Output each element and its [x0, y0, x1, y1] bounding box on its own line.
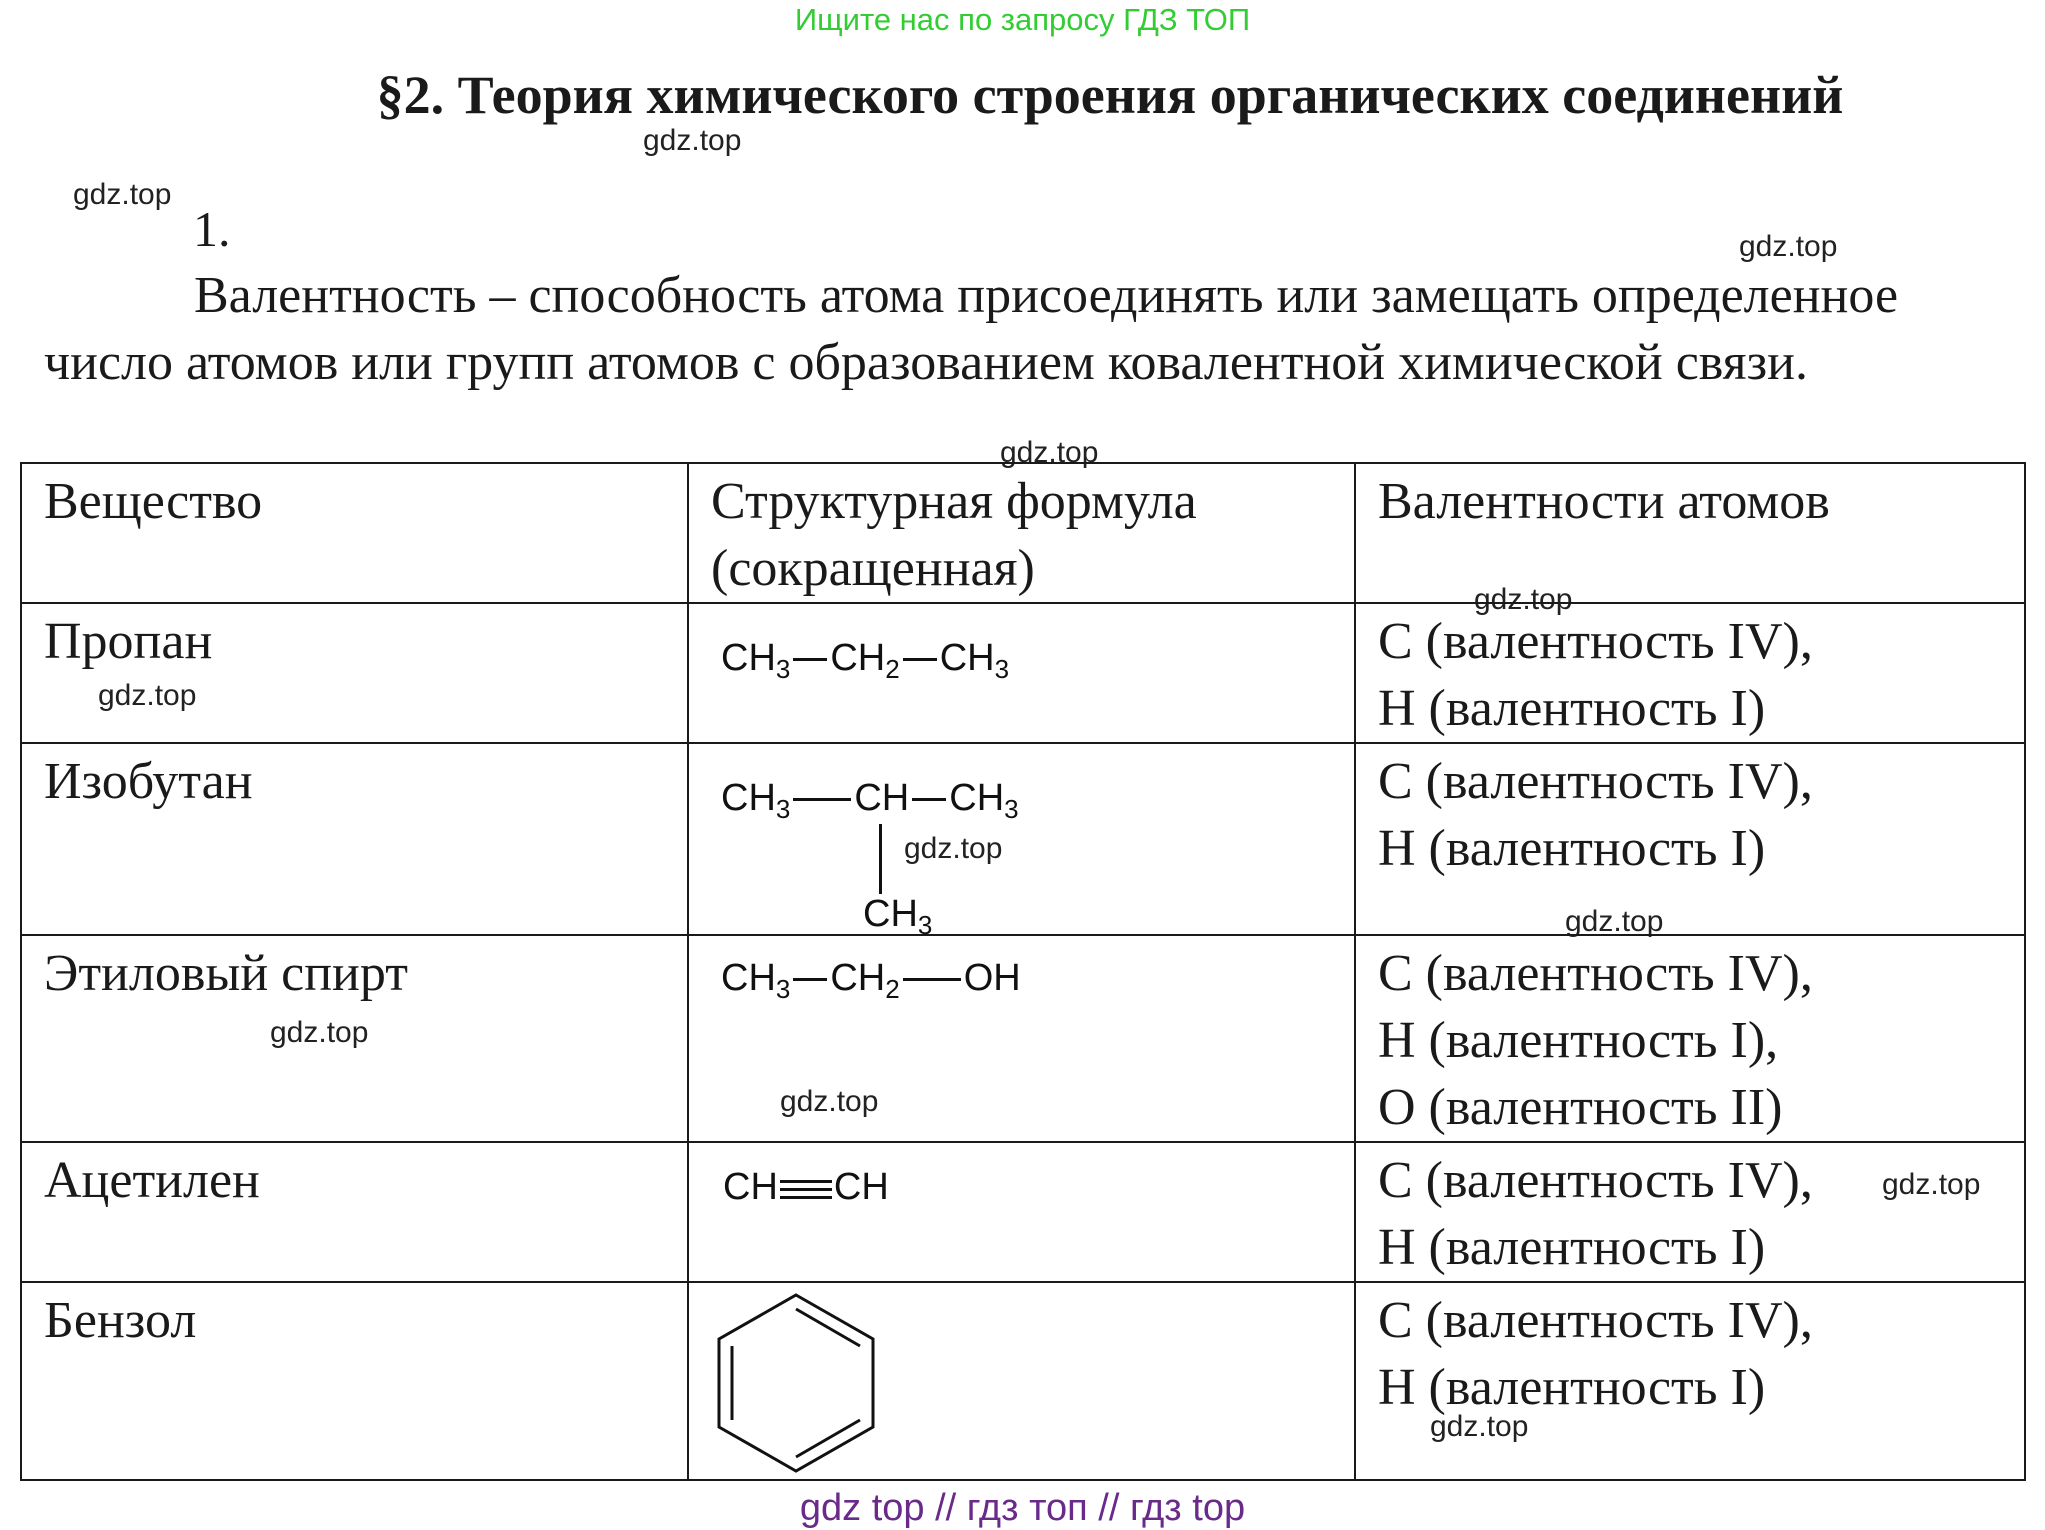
substance-cell: Бензол: [21, 1282, 688, 1480]
valence-line: H (валентность I): [1378, 1359, 1766, 1416]
task-number: 1.: [193, 201, 231, 257]
watermark: gdz.top: [1474, 583, 1573, 616]
watermark: gdz.top: [780, 1085, 879, 1118]
substance-cell: Изобутан: [21, 743, 688, 935]
structural-formula: [688, 603, 1355, 743]
valence-line: C (валентность IV),: [1378, 613, 1813, 670]
valence-line: C (валентность IV),: [1378, 753, 1813, 810]
header-cell: Структурная формула (сокращенная): [688, 463, 1355, 603]
substance-cell: Этиловый спирт: [21, 935, 688, 1142]
table-row: [21, 603, 2025, 743]
valence-line: C (валентность IV),: [1378, 945, 1813, 1002]
ethanol-formula: $CH_3$ $CH_2$ OH: [721, 957, 1021, 1004]
watermark: gdz.top: [643, 124, 742, 157]
isobutane-formula: $CH_3$ CH $CH_3$: [721, 777, 1019, 824]
isobutane-branch: $CH_3$: [863, 893, 933, 940]
valence-line: O (валентность II): [1378, 1079, 1783, 1136]
header-cell: Валентности атомов: [1355, 463, 2025, 603]
table-row: [21, 1142, 2025, 1282]
propane-formula: $CH_3$ $CH_2$ $CH_3$: [721, 637, 1010, 684]
structural-formula: [688, 1142, 1355, 1282]
benzene-ring-icon: [715, 1291, 885, 1475]
definition-text: [44, 262, 2004, 396]
valence-cell: [1355, 935, 2025, 1142]
table-row: [21, 743, 2025, 935]
table-row: [21, 1282, 2025, 1480]
valence-line: C (валентность IV),: [1378, 1292, 1813, 1349]
watermark: gdz.top: [73, 178, 172, 211]
acetylene-formula: CH CH: [723, 1166, 889, 1208]
footer-links[interactable]: gdz top // гдз топ // гдз top: [799, 1487, 1246, 1529]
triple-bond: [780, 1179, 832, 1199]
substance-cell: Ацетилен: [21, 1142, 688, 1282]
valence-cell: [1355, 603, 2025, 743]
watermark: gdz.top: [1430, 1410, 1529, 1443]
header-cell: Вещество: [21, 463, 688, 603]
table-header-row: [21, 463, 2025, 603]
page-title: §2. Теория химического строения органических соединений: [376, 65, 1844, 125]
valence-line: H (валентность I): [1378, 680, 1766, 737]
substance-cell: Пропан: [21, 603, 688, 743]
vertical-bond: [879, 824, 882, 894]
top-banner[interactable]: Ищите нас по запросу ГДЗ ТОП: [794, 2, 1251, 37]
definition-body: Валентность – способность атома присоединять или замещать определенное число атомов или групп атомов с образованием ковалентной химической связи.: [44, 267, 1899, 391]
valence-line: H (валентность I),: [1378, 1012, 1779, 1069]
watermark: gdz.top: [1882, 1168, 1981, 1201]
valence-cell: [1355, 1142, 2025, 1282]
structural-formula: [688, 743, 1355, 940]
substances-table: [20, 462, 2026, 1481]
valence-line: H (валентность I): [1378, 1219, 1766, 1276]
valence-cell: [1355, 743, 2025, 935]
watermark: gdz.top: [1739, 230, 1838, 263]
table-row: [21, 935, 2025, 1142]
structural-formula: [688, 1282, 1355, 1480]
valence-line: H (валентность I): [1378, 820, 1766, 877]
watermark: gdz.top: [1000, 436, 1099, 469]
watermark: gdz.top: [904, 832, 1003, 865]
watermark: gdz.top: [1565, 905, 1664, 938]
watermark: gdz.top: [270, 1016, 369, 1049]
watermark: gdz.top: [98, 679, 197, 712]
valence-line: C (валентность IV),: [1378, 1152, 1813, 1209]
structural-formula: [688, 935, 1355, 1142]
valence-cell: [1355, 1282, 2025, 1480]
